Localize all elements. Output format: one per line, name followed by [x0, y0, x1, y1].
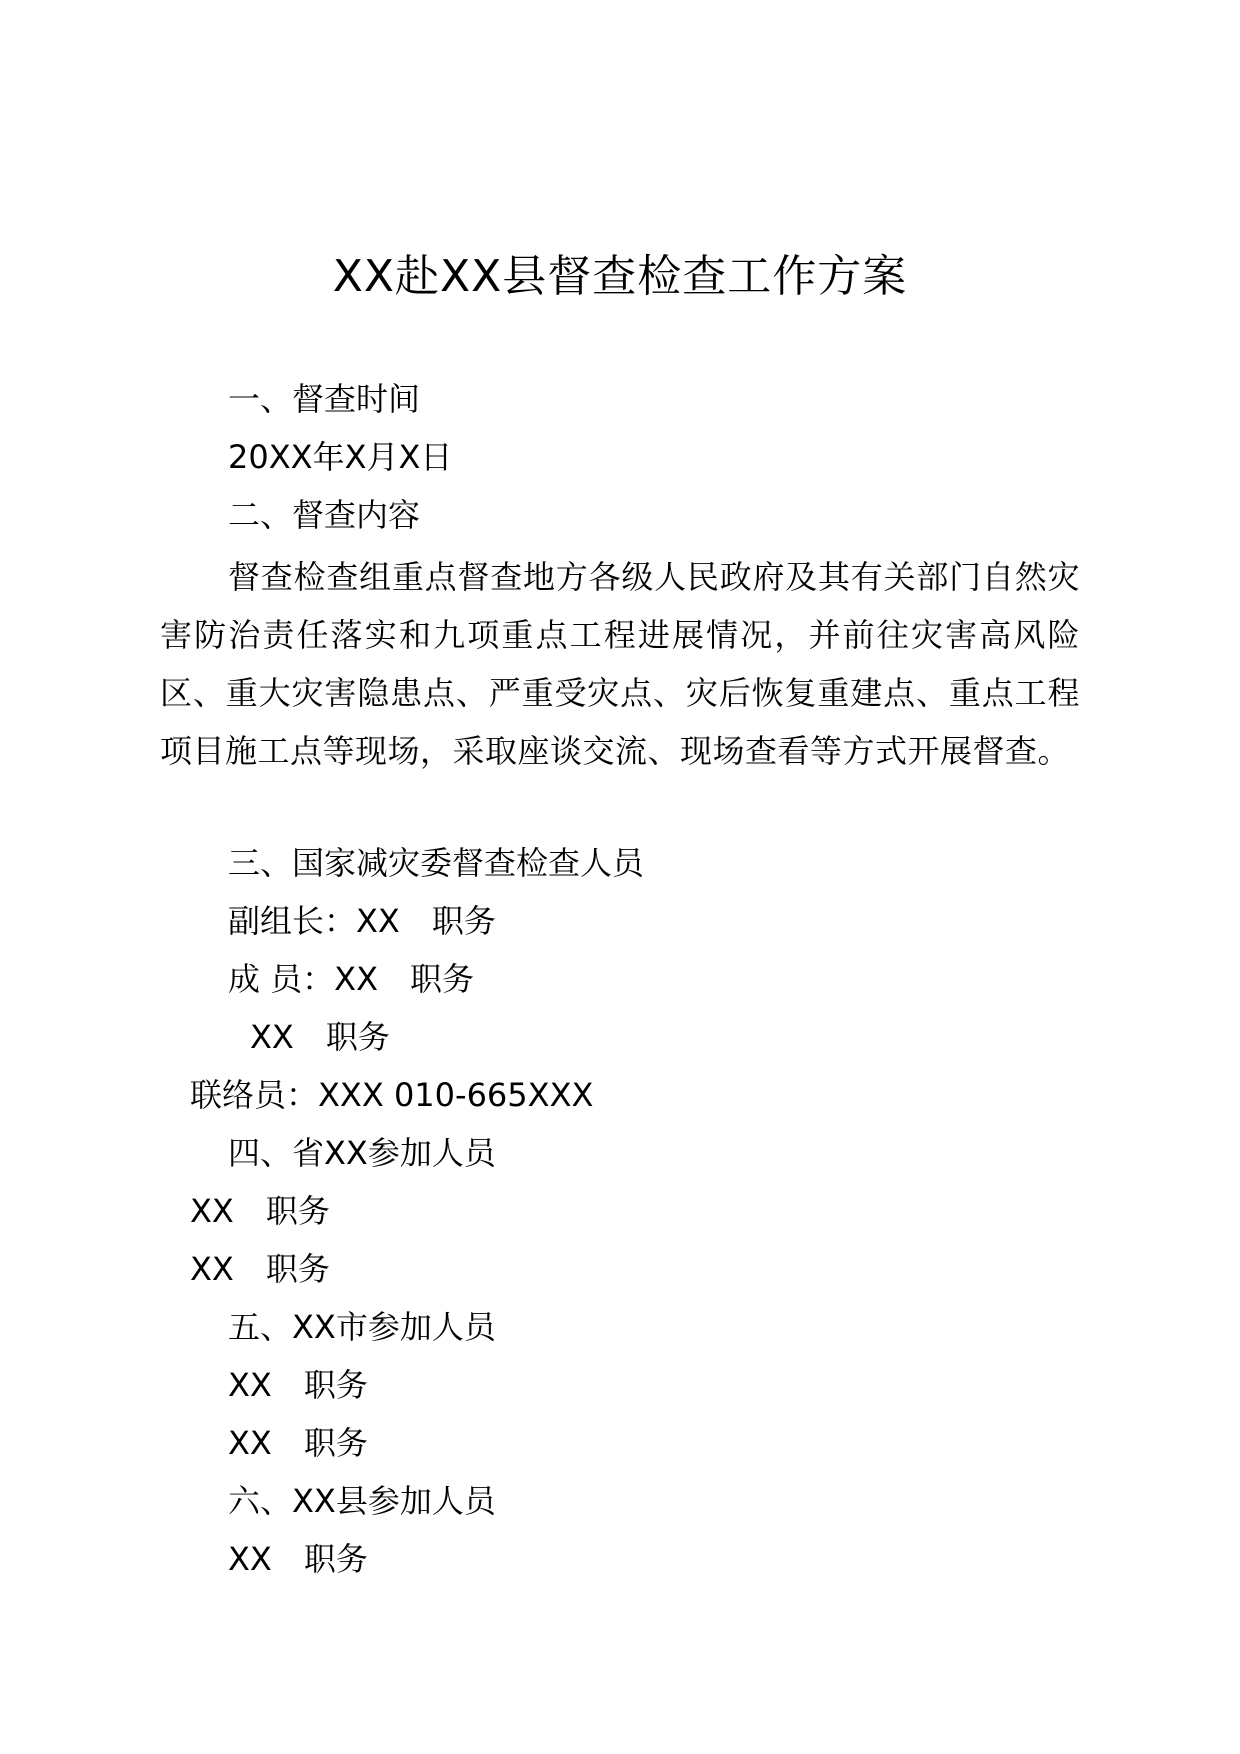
section-5-person-1: XX 职务: [228, 1366, 368, 1404]
section-3-heading: 三、国家减灾委督查检查人员: [228, 844, 645, 882]
section-3-member-1: 成 员：XX 职务: [228, 960, 475, 998]
section-2-body: 督查检查组重点督查地方各级人民政府及其有关部门自然灾害防治责任落实和九项重点工程进展情况，并前往灾害高风险区、重大灾害隐患点、严重受灾点、灾后恢复重建点、重点工程项目施工点等现场，采取座谈交流、现场查看等方式开展督查。: [160, 558, 1080, 770]
section-1-date: 20XX年X月X日: [228, 438, 453, 476]
section-2-heading: 二、督查内容: [228, 496, 421, 534]
section-3-liaison: 联络员：XXX 010-665XXX: [190, 1076, 594, 1114]
section-5-heading: 五、XX市参加人员: [228, 1308, 496, 1346]
section-5-person-2: XX 职务: [228, 1424, 368, 1462]
section-3-member-2: XX 职务: [250, 1018, 390, 1056]
section-3-deputy-leader: 副组长：XX 职务: [228, 902, 496, 940]
section-4-heading: 四、省XX参加人员: [228, 1134, 496, 1172]
section-4-person-1: XX 职务: [190, 1192, 330, 1230]
document-title: XX赴XX县督查检查工作方案: [332, 251, 908, 302]
section-6-person-1: XX 职务: [228, 1540, 368, 1578]
section-6-heading: 六、XX县参加人员: [228, 1482, 496, 1520]
section-4-person-2: XX 职务: [190, 1250, 330, 1288]
section-1-heading: 一、督查时间: [228, 380, 421, 418]
